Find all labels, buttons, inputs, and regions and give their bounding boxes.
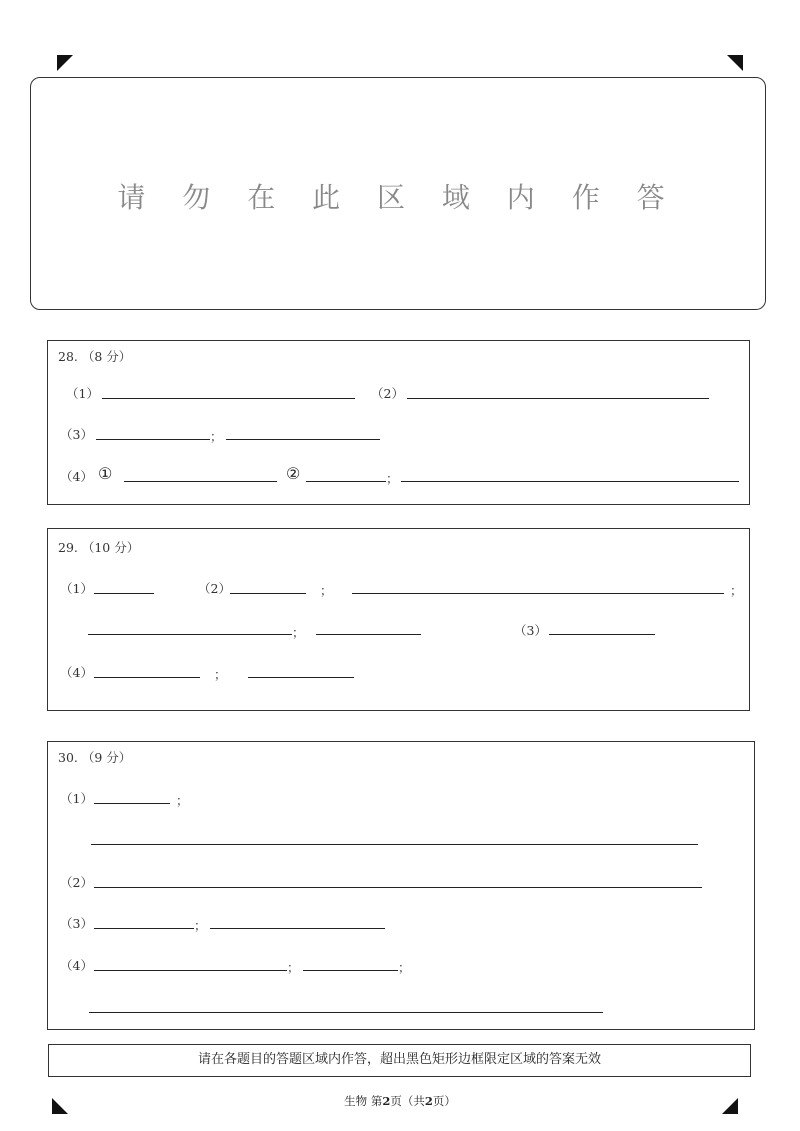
q28-part4-label: （4） — [60, 469, 93, 484]
footer-total-suffix: 页） — [432, 1094, 456, 1108]
q30-answer-line-4b[interactable] — [303, 970, 398, 971]
q30-part2-label: （2） — [60, 875, 93, 890]
q30-answer-line-3b[interactable] — [210, 928, 385, 929]
q29-answer-line-2b[interactable] — [352, 593, 724, 594]
q30-answer-line-1a[interactable] — [94, 803, 170, 804]
q28-answer-line-1[interactable] — [102, 398, 355, 399]
question-30-title: 30. （9 分） — [58, 750, 132, 765]
q29-separator-2c: ； — [292, 625, 305, 640]
question-29-title: 29. （10 分） — [58, 540, 140, 555]
q30-part4-label: （4） — [60, 958, 93, 973]
page-footer — [0, 1093, 800, 1109]
footer-page-suffix: 页（共 — [390, 1094, 425, 1108]
q30-part1-label: （1） — [60, 791, 93, 806]
q28-answer-line-4c[interactable] — [401, 481, 739, 482]
q29-answer-line-3[interactable] — [549, 634, 655, 635]
q30-part3-label: （3） — [60, 916, 93, 931]
footer-page-prefix: 第 — [370, 1094, 383, 1108]
q29-answer-line-4a[interactable] — [94, 677, 200, 678]
q30-answer-line-2[interactable] — [94, 887, 702, 888]
no-answer-zone — [30, 77, 766, 310]
no-answer-text: 请 勿 在 此 区 域 内 作 答 — [117, 181, 679, 214]
footer-page-number: 2 — [382, 1094, 391, 1108]
q30-separator-4b: ； — [398, 960, 411, 975]
q30-separator-3: ； — [194, 918, 207, 933]
footer-subject: 生物 — [344, 1094, 368, 1108]
q28-circle-2: ② — [286, 464, 301, 483]
q29-answer-line-2d[interactable] — [316, 634, 421, 635]
question-28-title: 28. （8 分） — [58, 349, 132, 364]
footer-total-pages: 2 — [424, 1094, 433, 1108]
q28-circle-1: ① — [98, 464, 113, 483]
q30-separator-4a: ； — [287, 960, 300, 975]
q28-answer-line-4a[interactable] — [124, 481, 277, 482]
q30-answer-line-1b[interactable] — [91, 844, 698, 845]
q29-part4-label: （4） — [60, 665, 93, 680]
q30-answer-line-4c[interactable] — [89, 1012, 603, 1013]
corner-mark-top-left — [57, 55, 73, 71]
q28-separator-4: ； — [386, 471, 399, 486]
q30-separator-1: ； — [176, 793, 189, 808]
q28-separator-3: ； — [210, 429, 223, 444]
q28-part3-label: （3） — [60, 427, 93, 442]
corner-mark-top-right — [727, 55, 743, 71]
q29-answer-line-2c[interactable] — [88, 634, 292, 635]
q28-answer-line-4b[interactable] — [306, 481, 386, 482]
answer-area-notice: 请在各题目的答题区域内作答，超出黑色矩形边框限定区域的答案无效 — [48, 1044, 751, 1077]
question-30-box — [47, 741, 755, 1030]
q29-answer-line-1[interactable] — [94, 593, 154, 594]
q28-answer-line-2[interactable] — [407, 398, 709, 399]
q29-separator-2a: ； — [320, 583, 333, 598]
q29-part2-label: （2） — [198, 581, 231, 596]
q30-answer-line-3a[interactable] — [94, 928, 194, 929]
q29-answer-line-4b[interactable] — [248, 677, 354, 678]
q28-answer-line-3a[interactable] — [96, 439, 210, 440]
question-28-box — [47, 340, 750, 505]
question-29-box — [47, 528, 750, 711]
q29-answer-line-2a[interactable] — [230, 593, 306, 594]
q28-part1-label: （1） — [66, 386, 99, 401]
q29-part1-label: （1） — [60, 581, 93, 596]
q29-part3-label: （3） — [514, 623, 547, 638]
q29-separator-4: ； — [214, 667, 227, 682]
q28-part2-label: （2） — [371, 386, 404, 401]
q28-answer-line-3b[interactable] — [226, 439, 380, 440]
q29-separator-2b: ； — [730, 583, 743, 598]
q30-answer-line-4a[interactable] — [94, 970, 287, 971]
